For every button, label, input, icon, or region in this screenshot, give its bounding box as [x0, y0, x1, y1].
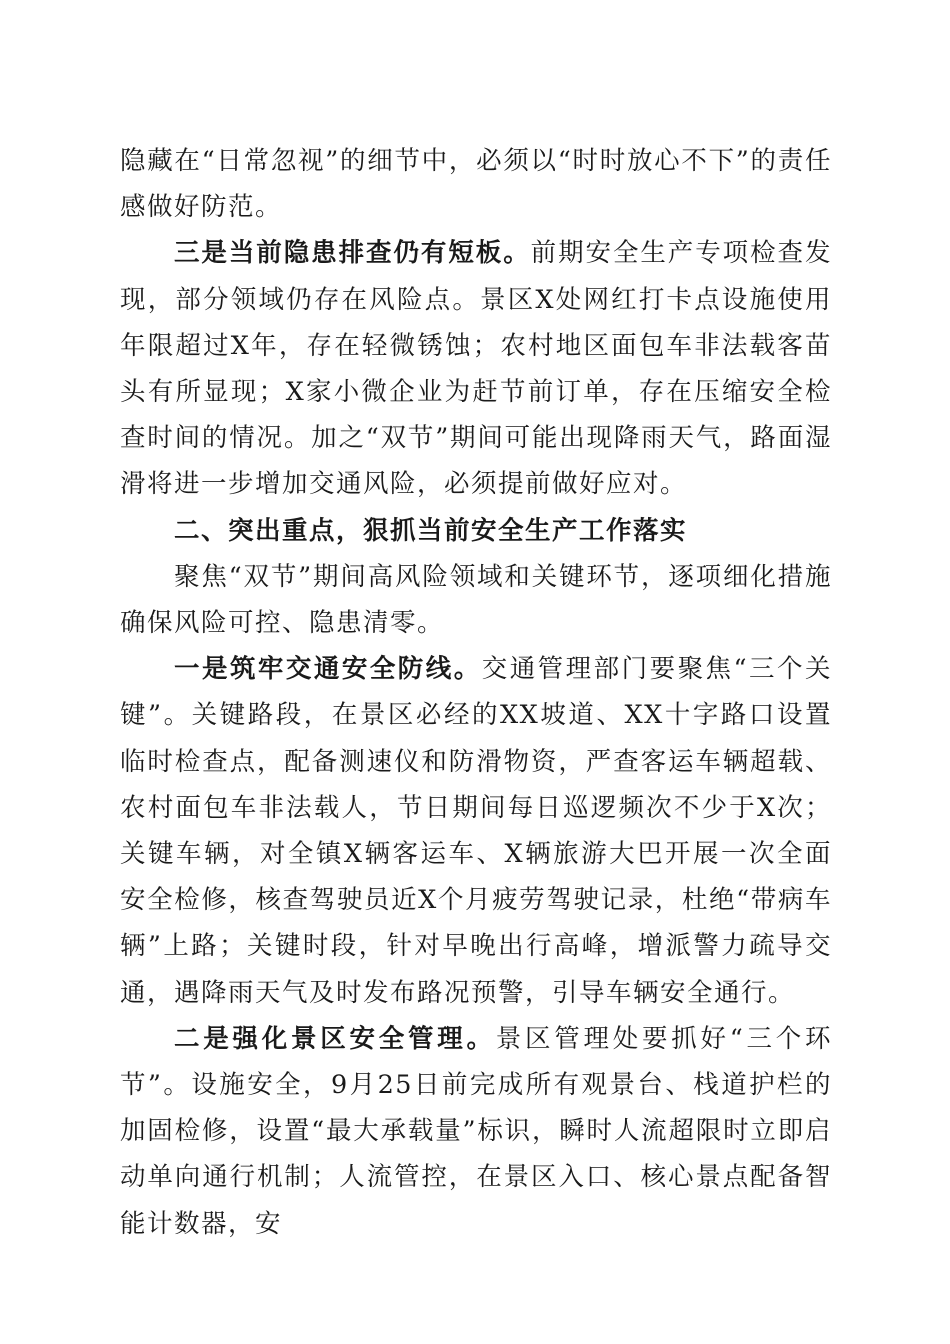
paragraph-section-intro: 聚焦“双节”期间高风险领域和关键环节，逐项细化措施确保风险可控、隐患清零。 — [120, 561, 832, 639]
paragraph-lead: 二是强化景区安全管理。 — [174, 1023, 496, 1054]
paragraph-traffic-safety — [120, 646, 832, 1016]
paragraph-text: 交通管理部门要聚焦“三个关键”。关键路段，在景区必经的XX坡道、XX十字路口设置临时检查点，配备测速仪和防滑物资，严查客运车辆超载、农村面包车非法载人，节日期间每日巡逻频次不少于X次；关键车辆，对全镇X辆客运车、X辆旅游大巴开展一次全面安全检修，核查驾驶员近X个月疲劳驾驶记录，杜绝“带病车辆”上路；关键时段，针对早晚出行高峰，增派警力疏导交通，遇降雨天气及时发布路况预警，引导车辆安全通行。 — [120, 654, 832, 1008]
paragraph-lead: 三是当前隐患排查仍有短板。 — [174, 238, 531, 269]
paragraph-continuation: 隐藏在“日常忽视”的细节中，必须以“时时放心不下”的责任感做好防范。 — [120, 146, 832, 223]
paragraph-text: 景区管理处要抓好“三个环节”。设施安全，9月25日前完成所有观景台、栈道护栏的加固检修，设置“最大承载量”标识，瞬时人流超限时立即启动单向通行机制；人流管控，在景区入口、核心景点配备智能计数器，安 — [120, 1023, 832, 1239]
paragraph-scenic-safety — [120, 1016, 832, 1247]
paragraph-text: 前期安全生产专项检查发现，部分领域仍存在风险点。景区X处网红打卡点设施使用年限超过X年，存在轻微锈蚀；农村地区面包车非法载客苗头有所显现；X家小微企业为赶节前订单，存在压缩安全检查时间的情况。加之“双节”期间可能出现降雨天气，路面湿滑将进一步增加交通风险，必须提前做好应对。 — [120, 238, 832, 500]
document-body — [120, 138, 832, 1247]
section-heading: 二、突出重点，狠抓当前安全生产工作落实 — [174, 515, 688, 546]
paragraph-hazard-check — [120, 230, 832, 507]
paragraph-lead: 一是筑牢交通安全防线。 — [174, 654, 482, 685]
